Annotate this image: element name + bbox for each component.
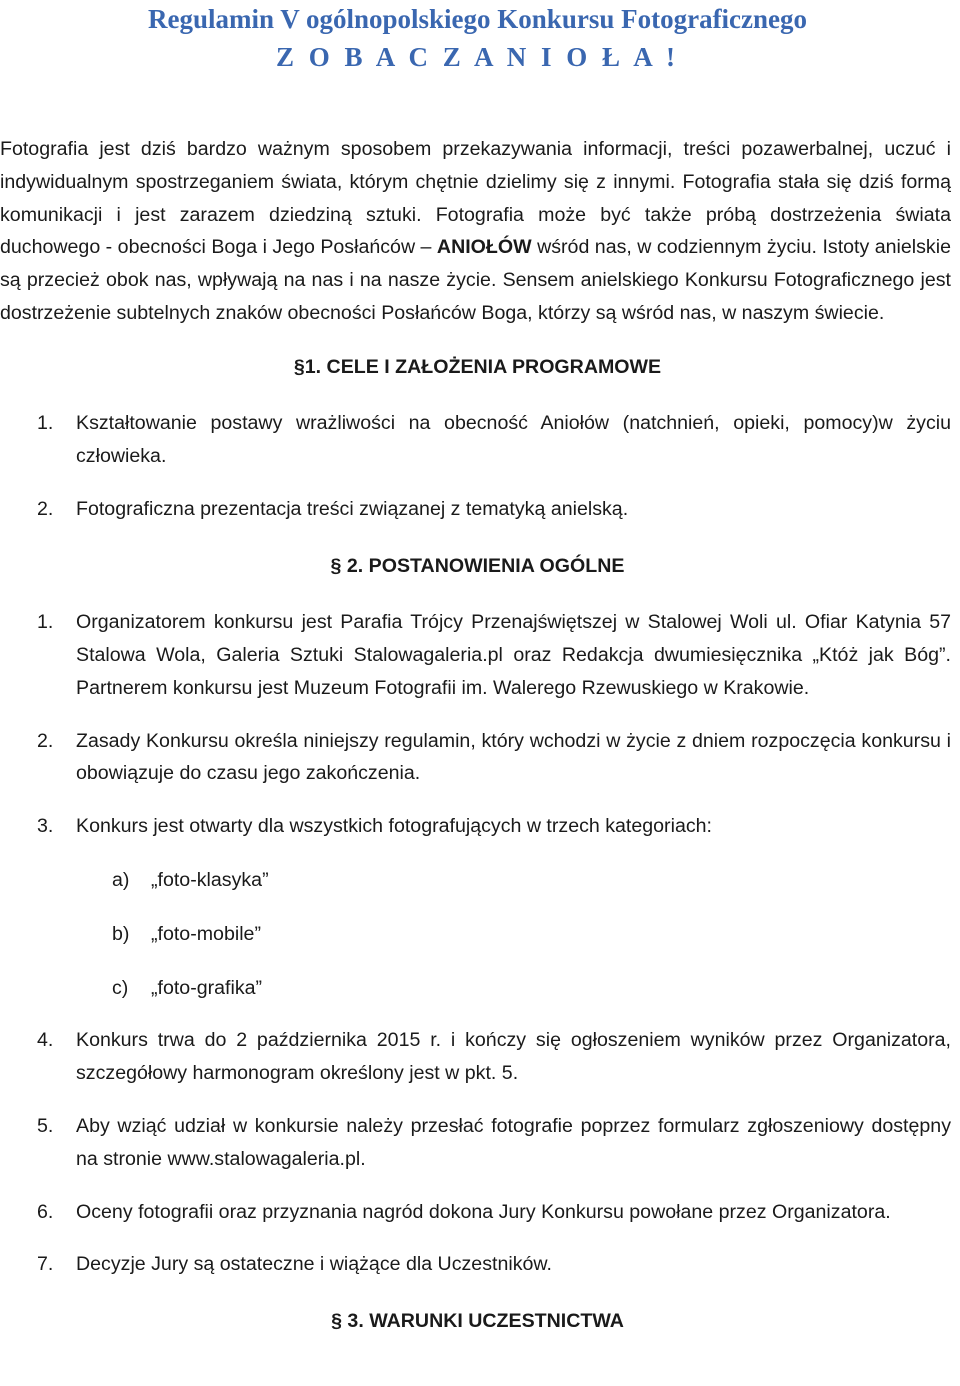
list-item — [0, 810, 951, 843]
list-text: Decyzje Jury są ostateczne i wiążące dla Uczestników. — [76, 1253, 552, 1276]
category-letter: b) — [112, 922, 130, 945]
intro-text-part-2: wśród nas, w codziennym życiu. Istoty anielskie są przecież obok nas, wpływają na nas i na nasze życie. Sensem anielskiego Konkursu Fotograficznego jest dostrzeżenie subtelnych znaków obecności Posłańców Boga, którzy są wśród nas, w naszym świecie. — [0, 236, 951, 324]
list-number: 2. — [37, 498, 54, 521]
list-number: 5. — [37, 1114, 54, 1137]
section-2-heading: § 2. POSTANOWIENIA OGÓLNE — [330, 555, 625, 578]
category-letter: a) — [112, 868, 130, 891]
section-3-heading: § 3. WARUNKI UCZESTNICTWA — [331, 1310, 624, 1333]
category-text: „foto-grafika” — [151, 976, 263, 999]
list-item — [0, 493, 951, 526]
list-text: Organizatorem konkursu jest Parafia Trójcy Przenajświętszej w Stalowej Woli ul. Ofiar Katynia 57 Stalowa Wola, Galeria Sztuki Stalowagaleria.pl oraz Redakcja dwumiesięcznika „Któż jak Bóg”. Partnerem konkursu jest Muzeum Fotografii im. Walerego Rzewuskiego w Krakowie. — [76, 611, 951, 699]
list-item — [0, 606, 951, 704]
list-item — [0, 725, 951, 791]
list-item — [0, 1024, 951, 1090]
list-number: 3. — [37, 815, 54, 838]
intro-text-part-1: Fotografia jest dziś bardzo ważnym sposobem przekazywania informacji, treści pozawerbalnej, uczuć i indywidualnym spostrzeganiem świata, którym chętnie dzielimy się z innymi. Fotografia stała się dziś formą komunikacji i jest zarazem dziedziną sztuki. Fotografia może być także próbą dostrzeżenia świata duchowego - obecności Boga i Jego Posłańców – — [0, 138, 951, 259]
category-item — [0, 972, 955, 1005]
list-number: 2. — [37, 729, 54, 752]
category-item — [0, 864, 955, 897]
section-1-heading: §1. CELE I ZAŁOŻENIA PROGRAMOWE — [293, 355, 662, 378]
list-text: Zasady Konkursu określa niniejszy regulamin, który wchodzi w życie z dniem rozpoczęcia konkursu i obowiązuje do czasu jego zakończenia. — [76, 729, 951, 785]
list-number: 7. — [37, 1253, 54, 1276]
list-text: Oceny fotografii oraz przyznania nagród dokona Jury Konkursu powołane przez Organizatora. — [76, 1200, 891, 1223]
list-number: 6. — [37, 1200, 54, 1223]
list-item — [0, 1196, 951, 1229]
document-title — [0, 0, 955, 76]
title-line-1: Regulamin V ogólnopolskiego Konkursu Fotograficznego — [147, 4, 808, 34]
list-number: 1. — [37, 611, 54, 634]
list-item — [0, 1110, 951, 1176]
intro-bold-angels: ANIOŁÓW — [436, 236, 532, 259]
list-number: 4. — [37, 1029, 54, 1052]
list-text: Kształtowanie postawy wrażliwości na obecność Aniołów (natchnień, opieki, pomocy)w życiu człowieka. — [76, 411, 951, 467]
category-text: „foto-klasyka” — [151, 868, 269, 891]
list-number: 1. — [37, 411, 54, 434]
list-item — [0, 1248, 951, 1281]
list-text: Konkurs trwa do 2 października 2015 r. i kończy się ogłoszeniem wyników przez Organizatora, szczegółowy harmonogram określony jest w pkt. 5. — [76, 1029, 951, 1085]
list-text: Fotograficzna prezentacja treści związanej z tematyką anielską. — [76, 498, 629, 521]
category-text: „foto-mobile” — [151, 922, 261, 945]
list-text: Konkurs jest otwarty dla wszystkich fotografujących w trzech kategoriach: — [76, 815, 712, 838]
list-text: Aby wziąć udział w konkursie należy przesłać fotografie poprzez formularz zgłoszeniowy dostępny na stronie www.stalowagaleria.pl. — [76, 1114, 951, 1170]
category-letter: c) — [112, 976, 129, 999]
title-line-2: Z O B A C Z A N I O Ł A ! — [275, 42, 680, 72]
list-item — [0, 407, 951, 473]
intro-paragraph — [0, 133, 951, 330]
category-item — [0, 918, 955, 951]
